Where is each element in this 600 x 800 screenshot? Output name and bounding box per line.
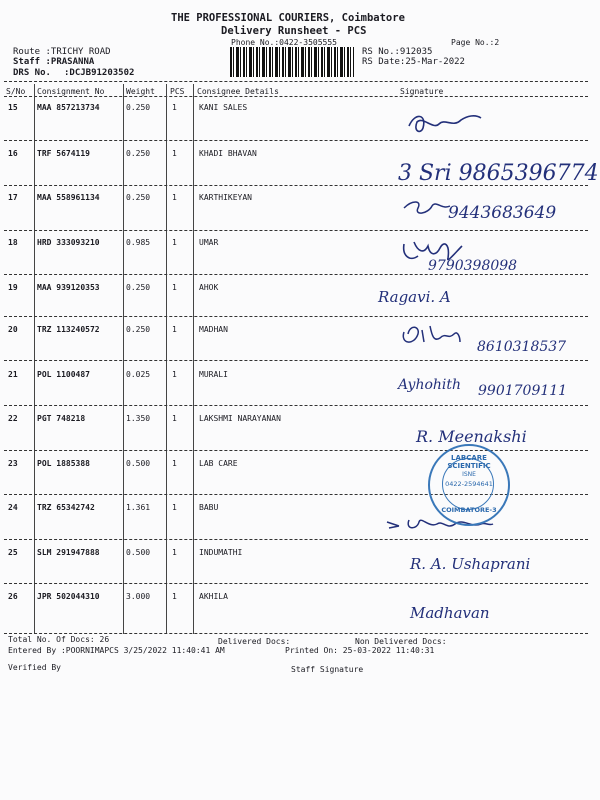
header-top-rule	[4, 81, 588, 82]
handwritten-phone: 8610318537	[477, 339, 567, 355]
row-weight: 0.025	[126, 370, 151, 379]
row-divider	[4, 450, 588, 451]
stamp-bottom-text: COIMBATORE-3	[441, 506, 497, 514]
col-divider	[123, 84, 124, 634]
row-consignee: AHOK	[199, 283, 219, 292]
row-pcs: 1	[172, 283, 177, 292]
row-pcs: 1	[172, 103, 177, 112]
non-delivered-docs: Non Delivered Docs:	[355, 637, 447, 646]
row-weight: 0.250	[126, 149, 151, 158]
row-weight: 3.000	[126, 592, 151, 601]
row-divider	[4, 360, 588, 361]
staff-signature-label: Staff Signature	[291, 665, 364, 674]
row-divider	[4, 539, 588, 540]
handwritten-name: R. Meenakshi	[416, 427, 527, 446]
row-sno: 15	[8, 103, 18, 112]
row-pcs: 1	[172, 193, 177, 202]
row-sno: 17	[8, 193, 18, 202]
drs-label: DRS No.	[13, 68, 51, 78]
row-weight: 0.985	[126, 238, 151, 247]
row-consignment: TRZ 65342742	[37, 503, 95, 512]
phone-number: Phone No.:0422-3505555	[231, 38, 337, 47]
page-number: Page No.:2	[451, 38, 500, 47]
barcode	[230, 47, 354, 77]
row-pcs: 1	[172, 592, 177, 601]
drs-number: :DCJB91203502	[64, 68, 135, 78]
handwritten-phone: 9901709111	[478, 383, 568, 399]
row-sno: 22	[8, 414, 18, 423]
col-header-sno: S/No	[6, 87, 26, 96]
signature-scribble	[398, 320, 462, 350]
row-weight: 0.250	[126, 103, 151, 112]
signature-scribble	[402, 198, 452, 218]
row-consignee: MURALI	[199, 370, 228, 379]
stamp-phone: 0422-2594641	[445, 480, 493, 488]
row-consignee: LAB CARE	[199, 459, 238, 468]
row-pcs: 1	[172, 325, 177, 334]
col-header-consignment: Consignment No	[37, 87, 105, 96]
handwritten-name: Ayhohith	[398, 377, 462, 393]
table-bottom-rule	[4, 633, 588, 634]
handwritten-name: R. A. Ushaprani	[410, 555, 531, 573]
row-divider	[4, 316, 588, 317]
row-pcs: 1	[172, 149, 177, 158]
row-consignee: AKHILA	[199, 592, 228, 601]
row-consignee: LAKSHMI NARAYANAN	[199, 414, 281, 423]
company-stamp	[428, 444, 510, 526]
row-pcs: 1	[172, 370, 177, 379]
rs-date: RS Date:25-Mar-2022	[362, 57, 465, 67]
row-weight: 1.350	[126, 414, 151, 423]
handwritten-name: Madhavan	[410, 604, 490, 622]
col-header-signature: Signature	[400, 87, 444, 96]
row-consignment: PGT 748218	[37, 414, 86, 423]
row-divider	[4, 140, 588, 141]
row-consignment: MAA 939120353	[37, 283, 100, 292]
header-bottom-rule	[4, 96, 588, 97]
row-consignment: TRZ 113240572	[37, 325, 100, 334]
row-weight: 1.361	[126, 503, 151, 512]
handwritten-phone: 9790398098	[428, 258, 518, 274]
row-consignment: HRD 333093210	[37, 238, 100, 247]
route: Route :TRICHY ROAD	[13, 47, 111, 57]
row-consignee: MADHAN	[199, 325, 228, 334]
row-consignee: KHADI BHAVAN	[199, 149, 257, 158]
row-weight: 0.500	[126, 459, 151, 468]
row-sno: 21	[8, 370, 18, 379]
row-consignment: MAA 857213734	[37, 103, 100, 112]
signature-scribble	[405, 108, 485, 138]
col-header-pcs: PCS	[170, 87, 185, 96]
row-consignee: UMAR	[199, 238, 219, 247]
row-weight: 0.250	[126, 193, 151, 202]
row-pcs: 1	[172, 503, 177, 512]
handwritten-name: Ragavi. A	[378, 288, 451, 306]
row-sno: 25	[8, 548, 18, 557]
row-pcs: 1	[172, 414, 177, 423]
row-divider	[4, 405, 588, 406]
row-consignment: MAA 558961134	[37, 193, 100, 202]
row-weight: 0.250	[126, 283, 151, 292]
company-name: THE PROFESSIONAL COURIERS, Coimbatore	[171, 12, 405, 24]
row-sno: 23	[8, 459, 18, 468]
verified-by: Verified By	[8, 663, 61, 672]
printed-on: Printed On: 25-03-2022 11:40:31	[285, 646, 435, 655]
row-consignment: POL 1885388	[37, 459, 90, 468]
row-consignee: BABU	[199, 503, 219, 512]
row-weight: 0.500	[126, 548, 151, 557]
col-header-consignee: Consignee Details	[197, 87, 279, 96]
row-weight: 0.250	[126, 325, 151, 334]
col-header-weight: Weight	[126, 87, 155, 96]
row-sno: 20	[8, 325, 18, 334]
col-divider	[193, 84, 194, 634]
total-docs: Total No. Of Docs: 26	[8, 635, 110, 644]
staff: Staff :PRASANNA	[13, 57, 95, 67]
row-consignee: INDUMATHI	[199, 548, 243, 557]
document-title: Delivery Runsheet - PCS	[221, 25, 367, 37]
col-divider	[166, 84, 167, 634]
row-sno: 24	[8, 503, 18, 512]
entered-by: Entered By :POORNIMAPCS 3/25/2022 11:40:41 AM	[8, 646, 225, 655]
row-divider	[4, 274, 588, 275]
row-sno: 19	[8, 283, 18, 292]
handwritten-phone: 3 Sri 9865396774	[398, 161, 599, 186]
row-consignee: KARTHIKEYAN	[199, 193, 252, 202]
row-consignment: JPR 502044310	[37, 592, 100, 601]
row-consignment: POL 1100487	[37, 370, 90, 379]
row-sno: 18	[8, 238, 18, 247]
row-pcs: 1	[172, 459, 177, 468]
handwritten-phone: 9443683649	[448, 203, 557, 223]
row-consignment: TRF 5674119	[37, 149, 90, 158]
row-sno: 16	[8, 149, 18, 158]
stamp-top-text: LABCARE SCIENTIFIC	[447, 454, 491, 470]
row-divider	[4, 583, 588, 584]
row-divider	[4, 230, 588, 231]
delivered-docs: Delivered Docs:	[218, 637, 291, 646]
row-pcs: 1	[172, 548, 177, 557]
row-consignment: SLM 291947888	[37, 548, 100, 557]
stamp-center-text: ISNE	[462, 471, 476, 478]
col-divider	[34, 84, 35, 634]
rs-number: RS No.:912035	[362, 47, 433, 57]
row-consignee: KANI SALES	[199, 103, 248, 112]
row-sno: 26	[8, 592, 18, 601]
row-pcs: 1	[172, 238, 177, 247]
